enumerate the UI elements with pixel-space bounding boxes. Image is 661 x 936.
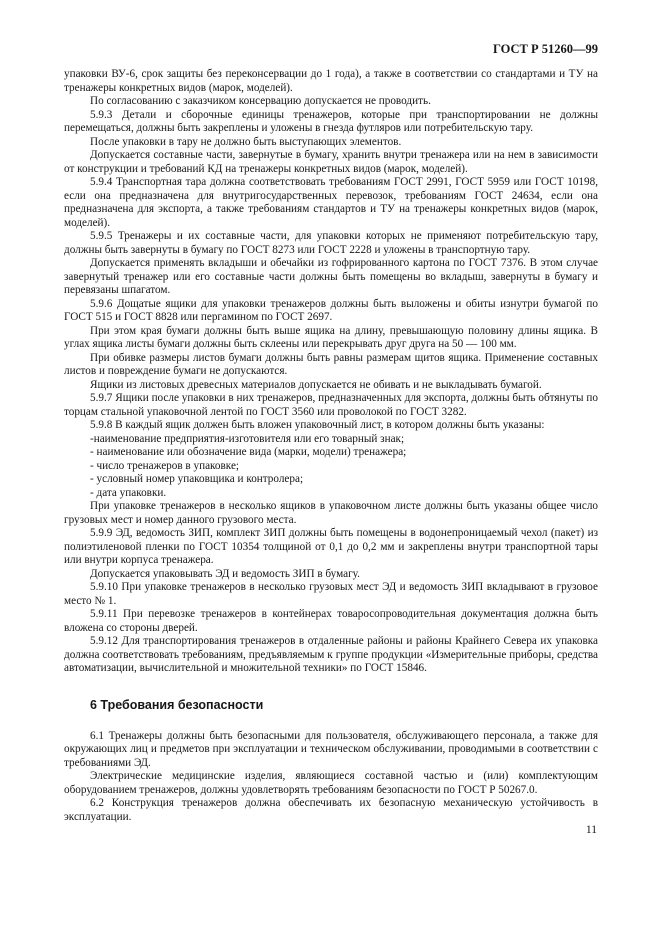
list-item: - наименование или обозначение вида (марки, модели) тренажера; — [90, 446, 407, 458]
paragraph: упаковки ВУ-6, срок защиты без переконсервации до 1 года), а также в соответствии со стандартами и ТУ на тренажеры конкретных видов (марок, моделей). — [64, 68, 598, 94]
paragraph: 5.9.7 Ящики после упаковки в них тренажеров, предназначенных для экспорта, должны быть обтянуты по торцам стальной упаковочной лентой по ГОСТ 3560 или проволокой по ГОСТ 3282. — [64, 392, 598, 418]
paragraph: 5.9.11 При перевозке тренажеров в контейнерах товаросопроводительная документация должна быть вложена со стороны дверей. — [64, 608, 598, 634]
paragraph: При упаковке тренажеров в несколько ящиков в упаковочном листе должны быть указаны общее число грузовых мест и номер данного грузового места. — [64, 500, 598, 526]
paragraph: 5.9.10 При упаковке тренажеров в несколько грузовых мест ЭД и ведомость ЗИП вкладывают в грузовое место № 1. — [64, 581, 598, 607]
paragraph: Допускается применять вкладыши и обечайки из гофрированного картона по ГОСТ 7376. В этом случае завернутый тренажер или его составные части должны быть помещены во вкладыш, завернуты в бумагу и перевязаны шпагатом. — [64, 257, 598, 296]
section-heading: 6 Требования безопасности — [90, 697, 264, 712]
page-header: ГОСТ Р 51260—99 — [492, 42, 598, 56]
list-item: - число тренажеров в упаковке; — [90, 459, 240, 472]
paragraph: Допускается составные части, завернутые в бумагу, хранить внутри тренажера или на нем в зависимости от конструкции и требований КД на тренажеры конкретных видов (марок, моделей). — [64, 149, 598, 175]
paragraph: 5.9.3 Детали и сборочные единицы тренажеров, которые при транспортировании не должны перемещаться, должны быть закреплены и уложены в гнезда футляров или потребительскую тару. — [64, 108, 598, 134]
paragraph: Электрические медицинские изделия, являющиеся составной частью и (или) комплектующим оборудованием тренажеров, должны удовлетворять требованиям безопасности по ГОСТ Р 50267.0. — [64, 770, 598, 796]
paragraph: При обивке размеры листов бумаги должны быть равны размерам щитов ящика. Применение составных листов и повреждение бумаги не допускаются. — [64, 351, 598, 377]
paragraph: 5.9.8 В каждый ящик должен быть вложен упаковочный лист, в котором должны быть указаны: — [90, 419, 545, 431]
list-item: - дата упаковки. — [90, 486, 167, 499]
paragraph: После упаковки в тару не должно быть выступающих элементов. — [90, 135, 402, 148]
list-item: - условный номер упаковщика и контролера; — [90, 473, 304, 485]
paragraph: 5.9.9 ЭД, ведомость ЗИП, комплект ЗИП должны быть помещены в водонепроницаемый чехол (пакет) из полиэтиленовой пленки по ГОСТ 10354 толщиной от 0,1 до 0,2 мм и закреплены внутри транспортной тары или внутри корпуса тренажера. — [64, 527, 598, 566]
list-item: -наименование предприятия-изготовителя или его товарный знак; — [90, 432, 405, 445]
paragraph: 5.9.6 Дощатые ящики для упаковки тренажеров должны быть выложены и обиты изнутри бумагой по ГОСТ 515 и ГОСТ 8828 или пергамином по ГОСТ 2697. — [64, 297, 598, 323]
paragraph: По согласованию с заказчиком консервацию допускается не проводить. — [90, 95, 431, 107]
paragraph: 5.9.12 Для транспортирования тренажеров в отдаленные районы и районы Крайнего Севера их упаковка должна соответствовать требованиям, предъявляемым к группе продукции «Измерительные приборы, средства автоматизации, вычислительной и множительной техники» по ГОСТ 15846. — [64, 635, 598, 674]
page-number: 11 — [585, 824, 597, 836]
paragraph: При этом края бумаги должны быть выше ящика на длину, превышающую половину длины ящика. В углах ящика листы бумаги должны быть склеены или перекрывать друг друга на 50 — 100 мм. — [64, 324, 598, 350]
page-body — [64, 68, 598, 824]
paragraph: 6.1 Тренажеры должны быть безопасными для пользователя, обслуживающего персонала, а также для окружающих лиц и предметов при эксплуатации и техническом обслуживании, проводимыми в соответствии с требованиями ЭД. — [64, 729, 598, 769]
paragraph: Ящики из листовых древесных материалов допускается не обивать и не выкладывать бумагой. — [90, 378, 542, 391]
paragraph: 6.2 Конструкция тренажеров должна обеспечивать их безопасную механическую устойчивость в эксплуатации. — [64, 797, 598, 823]
paragraph: Допускается упаковывать ЭД и ведомость ЗИП в бумагу. — [90, 567, 360, 580]
paragraph: 5.9.5 Тренажеры и их составные части, для упаковки которых не применяют потребительскую тару, должны быть завернуты в бумагу по ГОСТ 8273 или ГОСТ 2228 и уложены в транспортную тару. — [64, 230, 598, 256]
paragraph: 5.9.4 Транспортная тара должна соответствовать требованиям ГОСТ 2991, ГОСТ 5959 или ГОСТ 10198, если она предназначена для внутригосударственных перевозок, требованиям ГОСТ 24634, если она предназначена для экспорта, а также требованиям стандартов и ТУ на тренажеры конкретных видов (марок, моделей). — [64, 176, 598, 229]
